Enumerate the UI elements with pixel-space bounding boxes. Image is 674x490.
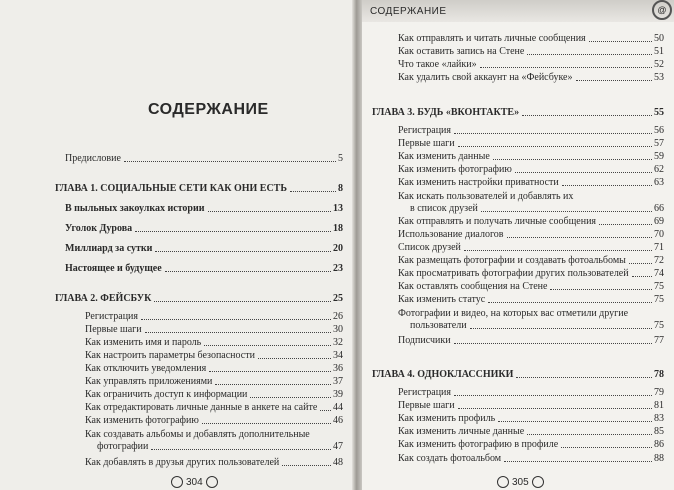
toc-entry-page: 70 [654, 229, 664, 240]
leader-dots [504, 461, 652, 462]
toc-entry [398, 216, 664, 228]
leader-dots [632, 276, 652, 277]
toc-entry-label: Использование диалогов [398, 229, 504, 240]
toc-entry-page: 85 [654, 426, 664, 437]
toc-entry-label: Как размещать фотографии и создавать фотоальбомы [398, 255, 626, 266]
toc-entry-label: Как отправлять и читать личные сообщения [398, 33, 586, 44]
toc-entry-page: 32 [333, 337, 343, 348]
toc-entry-label: Как изменить личные данные [398, 426, 525, 437]
page-number-right-text: 305 [512, 476, 529, 488]
toc-entry-label: пользователи [410, 320, 467, 331]
toc-entry-page: 75 [654, 294, 664, 305]
toc-entry [398, 177, 664, 189]
leader-dots [290, 191, 336, 192]
toc-entry [398, 439, 664, 451]
globe-icon [171, 476, 183, 488]
toc-entry-label: Регистрация [398, 387, 451, 398]
leader-dots [458, 408, 652, 409]
toc-entry-label: Как изменить данные [398, 151, 490, 162]
toc-entry-page: 77 [654, 335, 664, 346]
toc-entry-page: 56 [654, 125, 664, 136]
toc-entry [65, 263, 343, 275]
toc-entry [65, 223, 343, 235]
toc-entry-page: 8 [338, 183, 343, 194]
toc-entry-page: 47 [333, 441, 343, 452]
toc-entry-label: Как оставлять сообщения на Стене [398, 281, 548, 292]
globe-icon [532, 476, 544, 488]
page-number-right [494, 476, 547, 488]
toc-entry [398, 33, 664, 45]
leader-dots [516, 377, 652, 378]
toc-entry-page: 75 [654, 281, 664, 292]
toc-entry-page: 20 [333, 243, 343, 254]
toc-entry-page: 88 [654, 453, 664, 464]
toc-entry-label: Как добавлять в друзья других пользователей [85, 457, 280, 468]
toc-entry-page: 71 [654, 242, 664, 253]
leader-dots [550, 289, 652, 290]
toc-entry-label: Как отредактировать личные данные в анкете на сайте [85, 402, 318, 413]
toc-entry-label: Предисловие [65, 153, 121, 164]
toc-entry [65, 153, 343, 165]
toc-entry-label: Как управлять приложениями [85, 376, 213, 387]
toc-entry-label: Как отключить уведомления [85, 363, 207, 374]
toc-entry [85, 337, 343, 349]
globe-icon [206, 476, 218, 488]
leader-dots [208, 211, 331, 212]
leader-dots [141, 319, 331, 320]
toc-entry-page: 37 [333, 376, 343, 387]
toc-entry-page: 34 [333, 350, 343, 361]
leader-dots [124, 161, 336, 162]
toc-entry-label-first-line: Как искать пользователей и добавлять их [398, 191, 574, 202]
toc-entry-page: 44 [333, 402, 343, 413]
toc-entry-label: Как изменить фотографию [398, 164, 512, 175]
toc-entry-page: 81 [654, 400, 664, 411]
toc-entry-page: 75 [654, 320, 664, 331]
toc-entry-page: 50 [654, 33, 664, 44]
toc-entry [398, 281, 664, 293]
toc-entry [398, 164, 664, 176]
toc-entry-page: 13 [333, 203, 343, 214]
toc-entry-label: ГЛАВА 1. СОЦИАЛЬНЫЕ СЕТИ КАК ОНИ ЕСТЬ [55, 183, 287, 194]
leader-dots [202, 423, 331, 424]
leader-dots [561, 447, 652, 448]
page-number-left-text: 304 [186, 476, 203, 488]
toc-entry-page: 66 [654, 203, 664, 214]
toc-entry [85, 457, 343, 469]
toc-entry-page: 5 [338, 153, 343, 164]
leader-dots [215, 384, 331, 385]
leader-dots [481, 211, 652, 212]
toc-entry-label: ГЛАВА 2. ФЕЙСБУК [55, 293, 152, 304]
toc-entry-page: 72 [654, 255, 664, 266]
toc-entry-label: Настоящее и будущее [65, 263, 162, 274]
toc-entry-page: 62 [654, 164, 664, 175]
toc-entry [55, 293, 343, 305]
leader-dots [589, 41, 652, 42]
toc-entry-page: 36 [333, 363, 343, 374]
toc-entry [398, 229, 664, 241]
toc-entry [372, 369, 664, 381]
toc-entry-label: Регистрация [85, 311, 138, 322]
leader-dots [155, 251, 331, 252]
toc-entry [398, 59, 664, 71]
at-sign-icon: @ [652, 0, 672, 20]
toc-entry-label: Как изменить статус [398, 294, 486, 305]
leader-dots [145, 332, 331, 333]
leader-dots [470, 328, 652, 329]
toc-entry-page: 57 [654, 138, 664, 149]
toc-entry [65, 203, 343, 215]
leader-dots [454, 133, 652, 134]
page-number-left [168, 476, 221, 488]
toc-entry-label: Как удалить свой аккаунт на «Фейсбуке» [398, 72, 573, 83]
toc-entry-label: Как изменить настройки приватности [398, 177, 559, 188]
leader-dots [562, 185, 652, 186]
toc-entry [85, 311, 343, 323]
toc-entry-page: 26 [333, 311, 343, 322]
leader-dots [154, 301, 331, 302]
toc-entry-page: 25 [333, 293, 343, 304]
leader-dots [258, 358, 331, 359]
toc-entry-label: Первые шаги [85, 324, 142, 335]
leader-dots [629, 263, 652, 264]
toc-entry [398, 400, 664, 412]
toc-entry [398, 426, 664, 438]
toc-entry-label: Как ограничить доступ к информации [85, 389, 248, 400]
toc-entry-page: 39 [333, 389, 343, 400]
leader-dots [282, 465, 331, 466]
leader-dots [527, 54, 652, 55]
toc-entry-page: 63 [654, 177, 664, 188]
toc-entry [85, 363, 343, 375]
toc-entry [398, 335, 664, 347]
toc-entry [85, 429, 343, 453]
leader-dots [454, 343, 652, 344]
toc-entry-label: Как оставить запись на Стене [398, 46, 525, 57]
toc-entry [85, 324, 343, 336]
toc-entry-label: Как создать фотоальбом [398, 453, 502, 464]
toc-entry-label: Как изменить фотографию [85, 415, 199, 426]
toc-entry [85, 402, 343, 414]
toc-entry [85, 389, 343, 401]
leader-dots [527, 434, 652, 435]
toc-entry-page: 18 [333, 223, 343, 234]
toc-entry-label: фотографии [97, 441, 149, 452]
toc-entry-label: Миллиард за сутки [65, 243, 153, 254]
toc-entry [55, 183, 343, 195]
toc-entry-page: 55 [654, 107, 664, 118]
leader-dots [576, 80, 653, 81]
leader-dots [458, 146, 652, 147]
toc-entry-page: 86 [654, 439, 664, 450]
running-head: СОДЕРЖАНИЕ [370, 6, 447, 17]
toc-entry [398, 413, 664, 425]
leader-dots [493, 159, 652, 160]
toc-entry [398, 72, 664, 84]
toc-entry-page: 78 [654, 369, 664, 380]
toc-entry [398, 387, 664, 399]
leader-dots [454, 395, 652, 396]
leader-dots [151, 449, 331, 450]
toc-entry-label-first-line: Как создавать альбомы и добавлять дополнительные [85, 429, 310, 440]
leader-dots [599, 224, 652, 225]
toc-entry-label: Первые шаги [398, 138, 455, 149]
toc-entry [372, 107, 664, 119]
toc-entry [398, 138, 664, 150]
leader-dots [204, 345, 331, 346]
toc-entry [398, 294, 664, 306]
toc-entry-label: Что такое «лайки» [398, 59, 477, 70]
toc-entry-label: Как изменить фотографию в профиле [398, 439, 559, 450]
toc-entry-label: Уголок Дурова [65, 223, 133, 234]
toc-entry [398, 308, 664, 332]
toc-entry-page: 79 [654, 387, 664, 398]
leader-dots [507, 237, 652, 238]
toc-entry-page: 74 [654, 268, 664, 279]
toc-entry-label: В пыльных закоулках истории [65, 203, 205, 214]
toc-entry-label-first-line: Фотографии и видео, на которых вас отметили другие [398, 308, 629, 319]
toc-entry-label: ГЛАВА 4. ОДНОКЛАССНИКИ [372, 369, 514, 380]
toc-entry-label: Как изменить профиль [398, 413, 496, 424]
leader-dots [522, 115, 652, 116]
toc-entry-label: в список друзей [410, 203, 478, 214]
leader-dots [165, 271, 331, 272]
leader-dots [464, 250, 652, 251]
toc-entry [85, 415, 343, 427]
toc-entry [398, 151, 664, 163]
leader-dots [250, 397, 331, 398]
leader-dots [135, 231, 331, 232]
toc-entry [398, 255, 664, 267]
toc-entry-label: Как изменить имя и пароль [85, 337, 202, 348]
toc-entry [85, 350, 343, 362]
leader-dots [498, 421, 652, 422]
toc-entry-page: 59 [654, 151, 664, 162]
leader-dots [515, 172, 652, 173]
page-title: СОДЕРЖАНИЕ [148, 101, 269, 118]
globe-icon [497, 476, 509, 488]
toc-entry-page: 83 [654, 413, 664, 424]
leader-dots [209, 371, 331, 372]
leader-dots [480, 67, 652, 68]
toc-entry-page: 23 [333, 263, 343, 274]
toc-entry-page: 46 [333, 415, 343, 426]
toc-entry-label: Как настроить параметры безопасности [85, 350, 255, 361]
toc-entry-page: 51 [654, 46, 664, 57]
toc-entry-page: 48 [333, 457, 343, 468]
toc-entry-page: 52 [654, 59, 664, 70]
toc-entry-label: Подписчики [398, 335, 451, 346]
toc-entry [398, 453, 664, 465]
toc-entry-label: Как отправлять и получать личные сообщения [398, 216, 597, 227]
toc-entry-label: Как просматривать фотографии других пользователей [398, 268, 629, 279]
toc-entry [398, 242, 664, 254]
toc-entry [398, 125, 664, 137]
toc-entry [65, 243, 343, 255]
toc-entry-label: Регистрация [398, 125, 451, 136]
toc-entry [85, 376, 343, 388]
leader-dots [488, 302, 652, 303]
toc-entry-label: ГЛАВА 3. БУДЬ «ВКОНТАКТЕ» [372, 107, 520, 118]
leader-dots [320, 410, 331, 411]
toc-entry [398, 191, 664, 215]
toc-entry [398, 46, 664, 58]
toc-entry-page: 30 [333, 324, 343, 335]
toc-entry-label: Первые шаги [398, 400, 455, 411]
book-gutter [352, 0, 362, 490]
toc-entry-label: Список друзей [398, 242, 461, 253]
toc-entry [398, 268, 664, 280]
toc-entry-page: 53 [654, 72, 664, 83]
toc-entry-page: 69 [654, 216, 664, 227]
